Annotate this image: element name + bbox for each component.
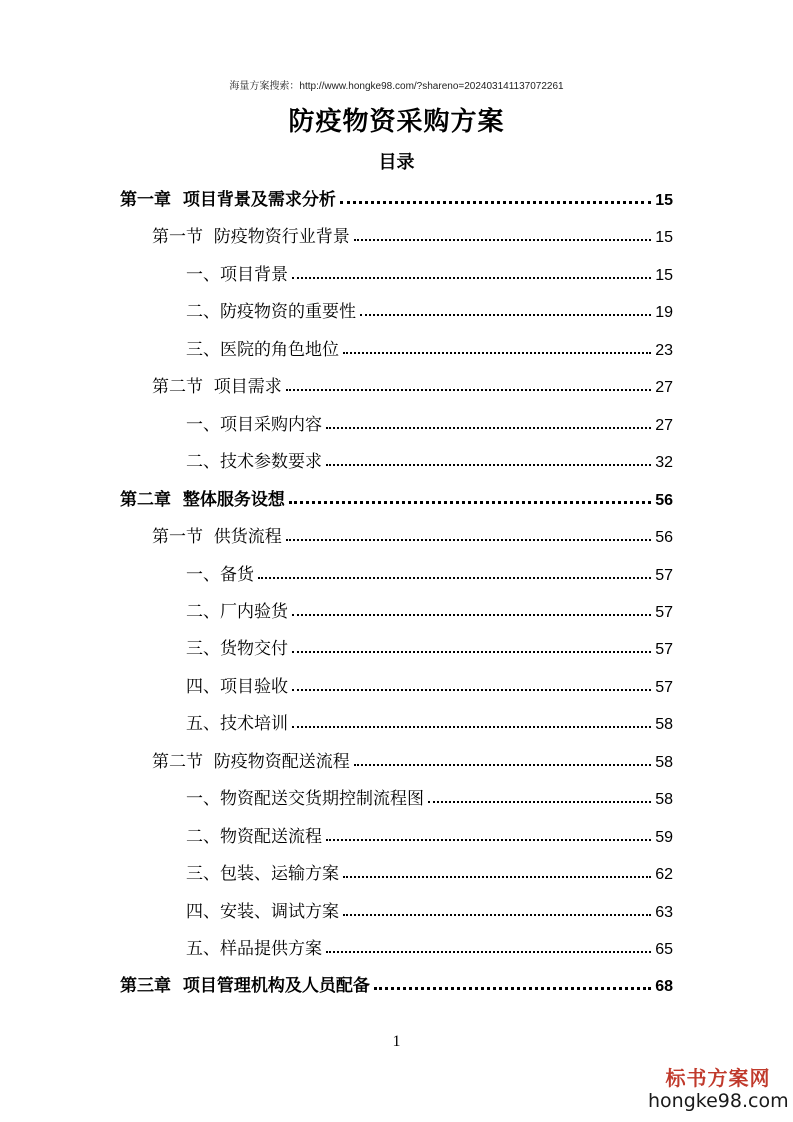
toc-entry-label: 二、防疫物资的重要性 — [186, 302, 356, 322]
toc-dot-leader — [340, 201, 651, 204]
toc-dot-leader — [374, 987, 651, 990]
toc-dot-leader — [292, 651, 651, 653]
toc-entry-label: 一、备货 — [186, 565, 254, 585]
toc-entry-page: 58 — [655, 716, 673, 733]
toc-dot-leader — [289, 501, 651, 504]
toc-dot-leader — [354, 764, 651, 766]
toc-dot-leader — [343, 352, 651, 354]
toc-entry-page: 58 — [655, 754, 673, 771]
toc-dot-leader — [428, 801, 651, 803]
toc-dot-leader — [326, 839, 651, 841]
toc-entry-page: 15 — [655, 229, 673, 246]
toc-entry-label: 一、项目采购内容 — [186, 415, 322, 435]
watermark-logo — [648, 1066, 788, 1112]
toc-entry-label: 一、项目背景 — [186, 265, 288, 285]
toc-entry-label: 第二章 整体服务设想 — [120, 490, 285, 510]
toc-dot-leader — [354, 239, 651, 241]
toc-entry[interactable] — [152, 371, 673, 397]
toc-entry[interactable] — [186, 559, 673, 585]
toc-entry-page: 59 — [655, 829, 673, 846]
toc-entry[interactable] — [186, 334, 673, 360]
toc-dot-leader — [326, 951, 651, 953]
toc-entry-page: 57 — [655, 641, 673, 658]
toc-heading: 目录 — [378, 152, 415, 173]
toc-entry-label: 第一节 供货流程 — [152, 527, 282, 547]
toc-entry-label: 第一节 防疫物资行业背景 — [152, 227, 350, 247]
toc-entry[interactable] — [186, 409, 673, 435]
toc-entry-label: 一、物资配送交货期控制流程图 — [186, 789, 424, 809]
toc-entry-page: 56 — [655, 529, 673, 546]
toc-entry-label: 二、技术参数要求 — [186, 452, 322, 472]
toc-entry-label: 第三章 项目管理机构及人员配备 — [120, 976, 370, 996]
toc-entry-label: 第一章 项目背景及需求分析 — [120, 190, 336, 210]
toc-entry-label: 第二节 项目需求 — [152, 377, 282, 397]
toc-entry[interactable] — [186, 296, 673, 322]
toc-entry[interactable] — [186, 671, 673, 697]
toc-entry-label: 三、货物交付 — [186, 639, 288, 659]
toc-entry[interactable] — [186, 596, 673, 622]
toc-entry-page: 57 — [655, 567, 673, 584]
toc-dot-leader — [360, 314, 651, 316]
toc-dot-leader — [292, 277, 651, 279]
document-title: 防疫物资采购方案 — [288, 107, 505, 137]
toc-entry-page: 32 — [655, 454, 673, 471]
toc-entry-page: 56 — [655, 492, 673, 509]
toc-dot-leader — [286, 539, 651, 541]
toc-entry-page: 15 — [655, 267, 673, 284]
toc-entry[interactable] — [152, 746, 673, 772]
toc-entry[interactable] — [186, 446, 673, 472]
toc-entry-page: 27 — [655, 379, 673, 396]
toc-entry-page: 63 — [655, 904, 673, 921]
toc-entry[interactable] — [120, 184, 673, 210]
toc-entry[interactable] — [152, 521, 673, 547]
toc-dot-leader — [286, 389, 651, 391]
toc-entry[interactable] — [152, 221, 673, 247]
toc-dot-leader — [258, 577, 651, 579]
toc-entry-page: 27 — [655, 417, 673, 434]
toc-entry-page: 62 — [655, 866, 673, 883]
toc-entry-page: 23 — [655, 342, 673, 359]
toc-dot-leader — [292, 689, 651, 691]
toc-entry-label: 五、样品提供方案 — [186, 939, 322, 959]
toc-dot-leader — [343, 876, 651, 878]
toc-entry-page: 15 — [655, 192, 673, 209]
toc-entry-page: 19 — [655, 304, 673, 321]
toc-entry-label: 二、厂内验货 — [186, 602, 288, 622]
toc-entry[interactable] — [120, 484, 673, 510]
toc-entry-page: 57 — [655, 679, 673, 696]
toc-entry[interactable] — [186, 896, 673, 922]
toc-entry-label: 三、医院的角色地位 — [186, 340, 339, 360]
toc-entry[interactable] — [186, 783, 673, 809]
toc-entry-page: 65 — [655, 941, 673, 958]
toc-entry-page: 58 — [655, 791, 673, 808]
header-url-line[interactable]: 海量方案搜索：http://www.hongke98.com/?shareno=202403141137072261 — [229, 81, 564, 92]
toc-dot-leader — [292, 726, 651, 728]
toc-entry-label: 五、技术培训 — [186, 714, 288, 734]
toc-entry[interactable] — [186, 821, 673, 847]
watermark-domain: hongke98.com — [648, 1090, 789, 1112]
toc-entry-label: 四、安装、调试方案 — [186, 902, 339, 922]
toc-entry-label: 四、项目验收 — [186, 677, 288, 697]
watermark-brand-cn: 标书方案网 — [665, 1066, 771, 1090]
page-number: 1 — [392, 1033, 401, 1050]
toc-entry[interactable] — [186, 858, 673, 884]
toc-entry-label: 三、包装、运输方案 — [186, 864, 339, 884]
toc-dot-leader — [343, 914, 651, 916]
toc-entry[interactable] — [186, 259, 673, 285]
toc-dot-leader — [326, 427, 651, 429]
toc-entry[interactable] — [186, 708, 673, 734]
toc-dot-leader — [292, 614, 651, 616]
toc-entry[interactable] — [120, 970, 673, 996]
toc-entry-label: 二、物资配送流程 — [186, 827, 322, 847]
toc-entry-page: 57 — [655, 604, 673, 621]
toc-entry-label: 第二节 防疫物资配送流程 — [152, 752, 350, 772]
toc-entry[interactable] — [186, 633, 673, 659]
toc-entry[interactable] — [186, 933, 673, 959]
toc-dot-leader — [326, 464, 651, 466]
toc-entry-page: 68 — [655, 978, 673, 995]
